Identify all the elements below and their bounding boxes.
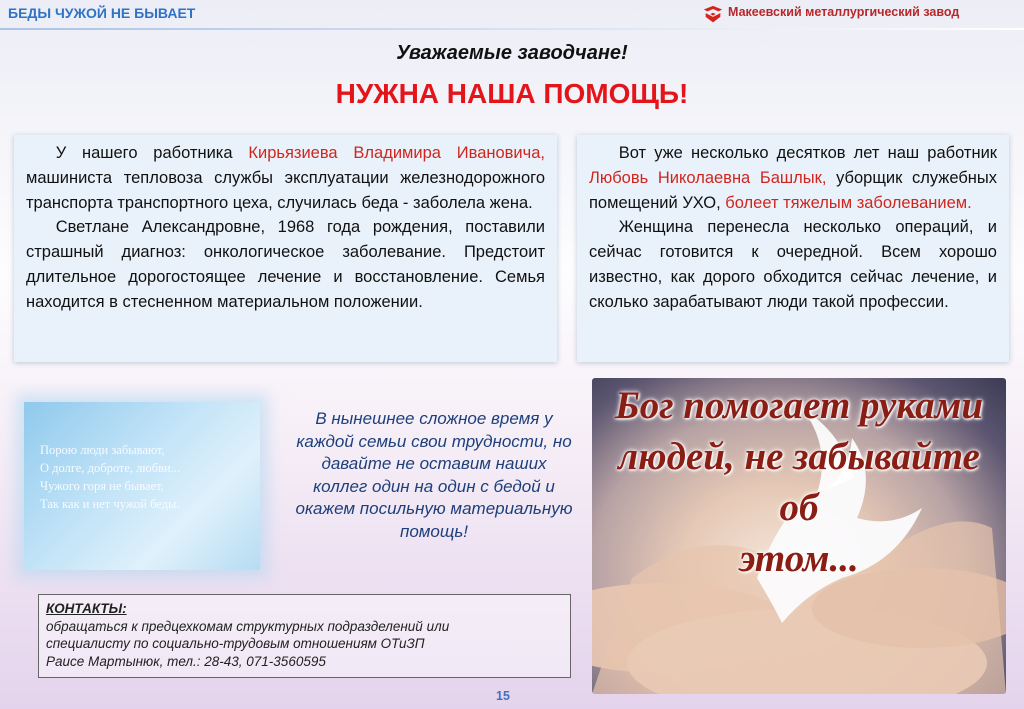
contacts-line: Раисе Мартынюк, тел.: 28-43, 071-3560595 [46,653,326,669]
left-story-paragraph-2: Светлане Александровне, 1968 года рождения, поставили страшный диагноз: онкологическое заболевание. Предстоит длительное дорогостоящее лечение и восстановление. Семья находится в стесненном материальном положении. [26,218,545,311]
header-divider [0,28,1024,30]
left-story-box [14,135,557,362]
poem-line: О долге, доброте, любви... [40,461,181,475]
left-story-text: У нашего работника [55,144,249,162]
employee-name-kiryaziev: Кирьязиева Владимира Ивановича, [248,144,546,162]
right-story-paragraph-1 [589,141,997,215]
right-story-text: Вот уже несколько десятков лет наш работник [618,144,997,162]
photo-quote-line: Бог помогает руками [614,384,984,427]
illness-highlight: болеет тяжелым заболеванием. [725,193,972,212]
photo-quote [598,380,1000,584]
contacts-heading: КОНТАКТЫ: [46,601,127,616]
employee-name-bashlyk: Любовь Николаевна Башлык, [589,168,827,187]
contacts-line: специалисту по социально-трудовым отношениям ОТиЗП [46,636,425,651]
right-story-text: уборщик служебных помещений УХО, [589,168,997,212]
photo-quote-line: этом... [739,537,859,580]
photo-quote-line: людей, не забывайте об [618,435,980,529]
contacts-box [38,594,571,678]
poem-line: Порою люди забывают, [40,443,165,457]
page-number: 15 [496,689,510,703]
greeting: Уважаемые заводчане! [396,42,628,64]
brand-name: Макеевский металлургический завод [728,5,960,19]
left-story-paragraph-1 [26,141,545,215]
contacts-line: обращаться к предцехкомам структурных подразделений или [46,618,450,634]
left-story-text: машиниста тепловоза службы эксплуатации железнодорожного транспорта транспортного цеха, случилась беда - заболела жена. [26,168,545,212]
mmz-logo-icon [702,4,724,26]
right-story-paragraph-2: Женщина перенесла несколько операций, и сейчас готовится к очередной. Всем хорошо известно, как дорого обходится сейчас лечение, и сколько зарабатывают люди такой профессии. [589,218,997,311]
poem-line: Так как и нет чужой беды. [40,497,180,511]
section-title: БЕДЫ ЧУЖОЙ НЕ БЫВАЕТ [8,5,196,21]
poem [40,441,260,513]
appeal-text: В нынешнее сложное время у каждой семьи свои трудности, но давайте не оставим наших коллег один на один с бедой и окажем посильную материальную помощь! [295,409,573,541]
right-story-box [577,135,1009,362]
poem-line: Чужого горя не бывает, [40,479,164,493]
main-title: НУЖНА НАША ПОМОЩЬ! [335,78,689,109]
